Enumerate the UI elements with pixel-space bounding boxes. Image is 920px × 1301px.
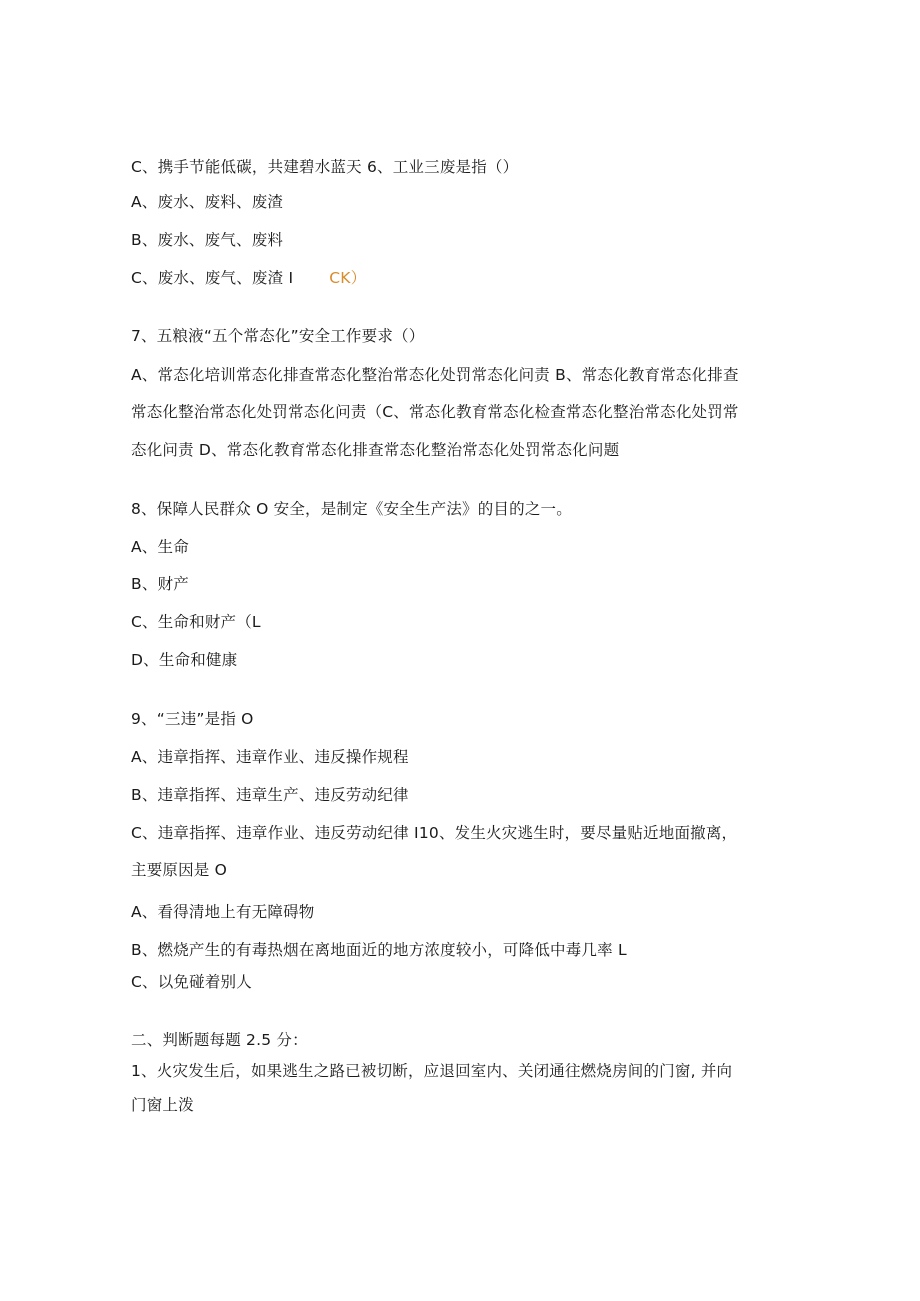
q8-option-d: D、生命和健康 bbox=[131, 651, 238, 669]
q8-option-b: B、财产 bbox=[131, 575, 189, 593]
q9-option-a: A、违章指挥、违章作业、违反操作规程 bbox=[131, 748, 409, 766]
section-2-heading: 二、判断题每题 2.5 分： bbox=[131, 1031, 308, 1049]
tf-question-1-line-1: 1、火灾发生后，如果逃生之路已被切断，应退回室内、关闭通往燃烧房间的门窗, 并向 bbox=[131, 1062, 733, 1080]
q9-option-c-line-2: 主要原因是 O bbox=[131, 861, 228, 879]
q6-answer-mark: CK） bbox=[329, 269, 367, 287]
q10-option-b: B、燃烧产生的有毒热烟在离地面近的地方浓度较小，可降低中毒几率 L bbox=[131, 941, 627, 959]
q10-option-a: A、看得清地上有无障碍物 bbox=[131, 903, 315, 921]
q10-option-c: C、以免碰着别人 bbox=[131, 973, 252, 991]
q8-question: 8、保障人民群众 O 安全，是制定《安全生产法》的目的之一。 bbox=[131, 500, 572, 518]
q8-option-c: C、生命和财产（L bbox=[131, 613, 261, 631]
q7-options-line-3: 态化问责 D、常态化教育常态化排查常态化整治常态化处罚常态化问题 bbox=[131, 441, 620, 459]
tf-question-1-line-2: 门窗上泼 bbox=[131, 1096, 194, 1114]
q9-option-c-line-1: C、违章指挥、违章作业、违反劳动纪律 I10、发生火灾逃生时，要尽量贴近地面撤离， bbox=[131, 824, 738, 842]
q6-option-b: B、废水、废气、废料 bbox=[131, 231, 284, 249]
q7-question: 7、五粮液“五个常态化”安全工作要求（） bbox=[131, 327, 425, 345]
q6-option-c-text: C、废水、废气、废渣 I bbox=[131, 269, 294, 287]
q8-option-a: A、生命 bbox=[131, 538, 189, 556]
q9-option-b: B、违章指挥、违章生产、违反劳动纪律 bbox=[131, 786, 409, 804]
q7-options-line-2: 常态化整治常态化处罚常态化问责（C、常态化教育常态化检查常态化整治常态化处罚常 bbox=[131, 403, 739, 421]
q6-option-c bbox=[131, 268, 366, 288]
q6-line: C、携手节能低碳，共建碧水蓝天 6、工业三废是指（） bbox=[131, 158, 519, 176]
q6-option-a: A、废水、废料、废渣 bbox=[131, 193, 284, 211]
q7-options-line-1: A、常态化培训常态化排查常态化整治常态化处罚常态化问责 B、常态化教育常态化排查 bbox=[131, 366, 739, 384]
q9-question: 9、“三违”是指 O bbox=[131, 710, 254, 728]
